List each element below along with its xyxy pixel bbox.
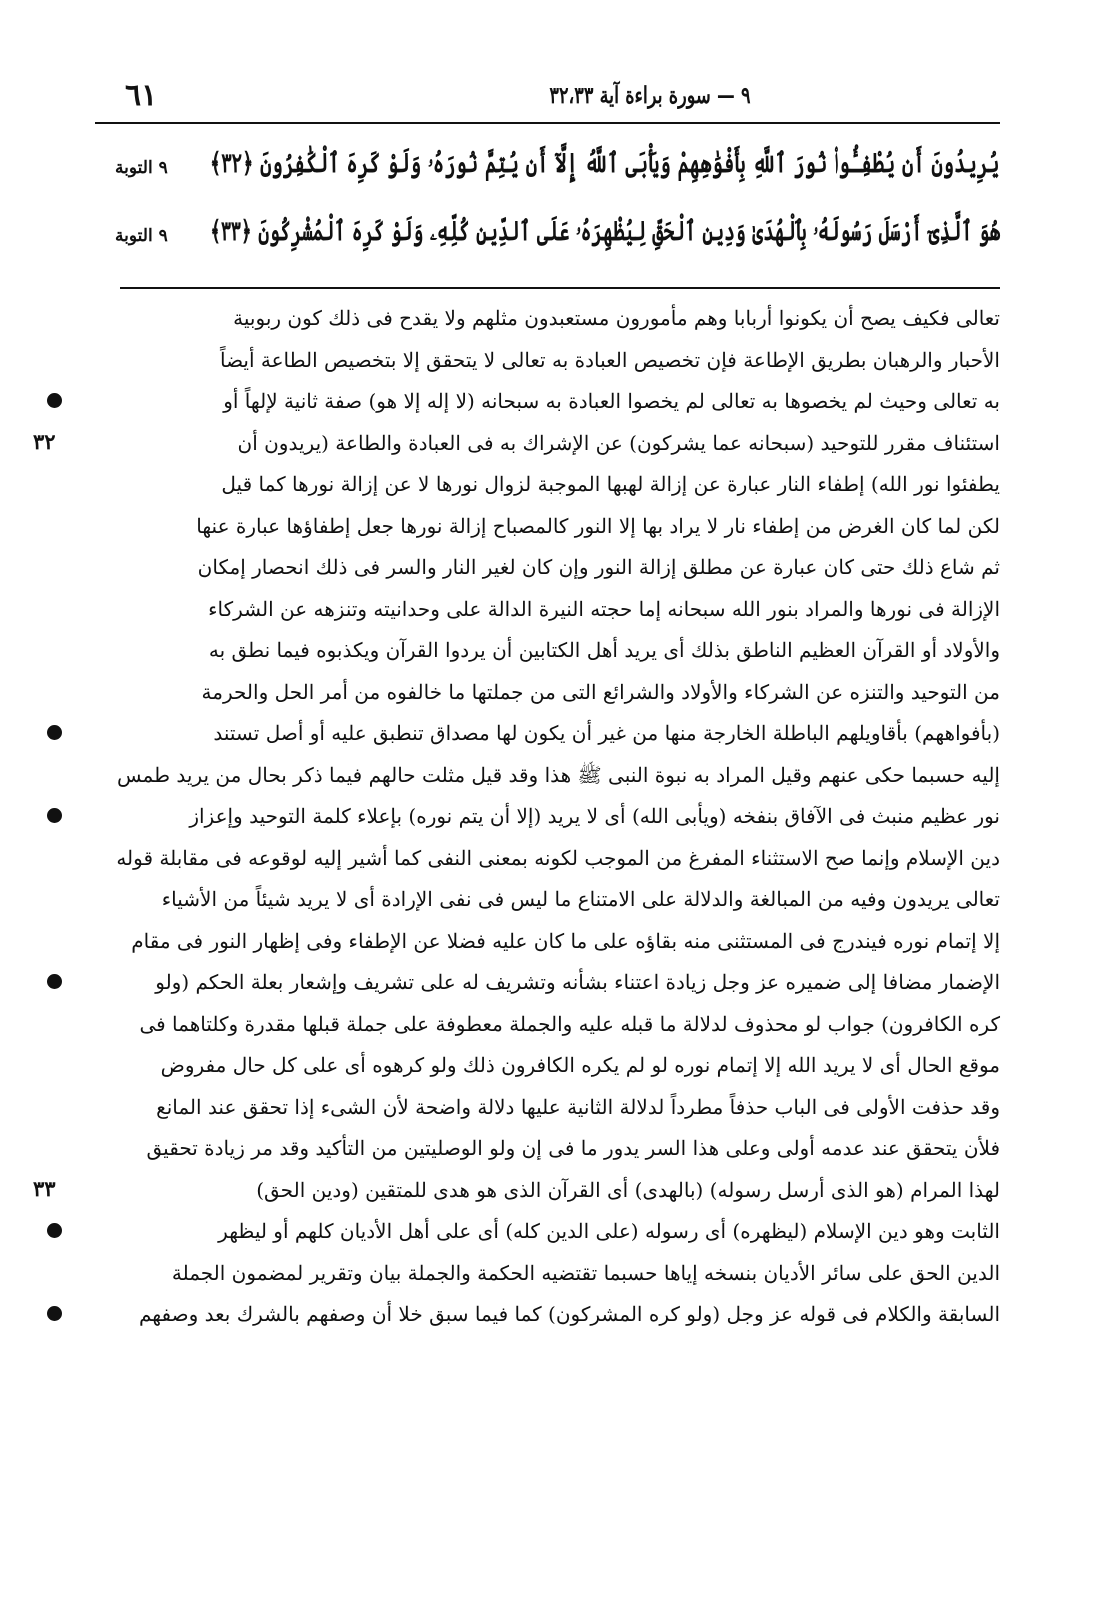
text-line <box>95 757 1000 799</box>
line-text: يطفئوا نور الله) إطفاء النار عبارة عن إزالة لهبها الموجبة لزوال نورها لا عن إزالة نورها كما قيل <box>221 472 1000 496</box>
text-line <box>95 840 1000 882</box>
line-text: دين الإسلام وإنما صح الاستثناء المفرغ من الموجب لكونه بمعنى النفى كما أشير إليه لوقوعه فى مقابلة قوله <box>116 845 1000 870</box>
line-text: موقع الحال أى لا يريد الله إلا إتمام نوره لو لم يكره الكافرون ذلك ولو كرهوه أى على كل حال مفروض <box>160 1053 1000 1077</box>
line-text: (بأفواههم) بأقاويلهم الباطلة الخارجة منها من غير أن يكون لها مصداق تنطبق عليه أو أصل تستند <box>213 721 1000 745</box>
text-line <box>33 425 1000 467</box>
line-text: استئناف مقرر للتوحيد (سبحانه عما يشركون) عن الإشراك به فى العبادة والطاعة (يريدون أن <box>237 430 1000 455</box>
verse-number-marker: ٣٢ <box>33 428 56 454</box>
line-text: إليه حسبما حكى عنهم وقيل المراد به نبوة النبى ﷺ هذا وقد قيل مثلت حالهم فيما ذكر بحال من يريد طمس <box>117 762 1000 787</box>
text-line <box>95 881 1000 923</box>
line-text: من التوحيد والتنزه عن الشركاء والأولاد والشرائع التى من جملتها ما خالفوه من أمر الحل والحرمة <box>201 679 1000 704</box>
bullet-marker-icon <box>47 725 62 740</box>
bullet-marker-icon <box>47 808 62 823</box>
line-text: تعالى يريدون وفيه من المبالغة والدلالة على الامتناع ما ليس فى نفى الإرادة أى لا يريد شيئاً من الأشياء <box>161 887 1000 911</box>
text-line <box>95 1255 1000 1297</box>
text-line <box>95 798 1000 840</box>
page-header <box>95 78 1000 118</box>
line-text: به تعالى وحيث لم يخصوها به تعالى لم يخصوا العبادة به سبحانه (لا إله إلا هو) صفة ثانية لإلهاً أو <box>223 389 1000 413</box>
text-line <box>95 923 1000 965</box>
line-text: لكن لما كان الغرض من إطفاء نار لا يراد بها إلا النور كالمصباح إزالة نورها جعل إطفاؤها عبارة عنها <box>196 513 1000 538</box>
text-line <box>95 1296 1000 1338</box>
text-line <box>95 300 1000 342</box>
text-line <box>95 1130 1000 1172</box>
line-text: لهذا المرام (هو الذى أرسل رسوله) (بالهدى) أى القرآن الذى هو هدى للمتقين (ودين الحق) <box>256 1177 1000 1202</box>
line-text: الإزالة فى نورها والمراد بنور الله سبحانه إما حجته النيرة الدالة على وحدانيته وتنزهه عن الشركاء <box>208 596 1000 621</box>
text-line <box>95 1047 1000 1089</box>
text-line <box>95 591 1000 633</box>
line-text: نور عظيم منبث فى الآفاق بنفخه (ويأبى الله) أى لا يريد (إلا أن يتم نوره) بإعلاء كلمة التوحيد وإعزاز <box>189 804 1000 828</box>
page-number: ٦١ <box>125 78 158 113</box>
line-text: والأولاد أو القرآن العظيم الناطق بذلك أى يريد أهل الكتابين أن يردوا القرآن ويكذبوه فيما نطق به <box>208 638 1000 662</box>
text-line <box>95 1213 1000 1255</box>
verse-text: هُوَ ٱلَّذِىٓ أَرْسَلَ رَسُولَهُۥ بِٱلْهُدَىٰ وَدِينِ ٱلْحَقِّ لِيُظْهِرَهُۥ عَلَى ٱلدِّينِ كُلِّهِۦ وَلَوْ كَرِهَ ٱلْمُشْرِكُونَ ﴿٣٣﴾ <box>209 216 1000 247</box>
running-title: ٩ — سورة براءة آية ٣٢،٣٣ <box>549 82 751 109</box>
text-line <box>95 342 1000 384</box>
line-text: فلأن يتحقق عند عدمه أولى وعلى هذا السر يدور ما فى إن ولو الوصليتين من التأكيد وقد مر زيادة تحقيق <box>146 1136 1000 1160</box>
line-text: ثم شاع ذلك حتى كان عبارة عن مطلق إزالة النور وإن كان لغير النار والسر فى ذلك انحصار إمكان <box>197 555 1000 579</box>
bullet-marker-icon <box>47 974 62 989</box>
text-line <box>95 466 1000 508</box>
bullet-marker-icon <box>47 1306 62 1321</box>
text-line <box>95 964 1000 1006</box>
text-line <box>95 1006 1000 1048</box>
line-text: الأحبار والرهبان بطريق الإطاعة فإن تخصيص العبادة به تعالى لا يتحقق إلا بتخصيص الطاعة أيضاً <box>219 347 1000 372</box>
text-line <box>95 383 1000 425</box>
text-line <box>95 549 1000 591</box>
line-text: إلا إتمام نوره فيندرج فى المستثنى منه بقاؤه على ما كان عليه فضلا عن الإطفاء وفى إظهار النور فى مقام <box>131 928 1000 953</box>
verse-32 <box>115 140 1000 208</box>
verse-reference: ٩ التوبة <box>115 226 168 246</box>
line-text: السابقة والكلام فى قوله عز وجل (ولو كره المشركون) كما فيما سبق خلا أن وصفهم بالشرك بعد وصفهم <box>138 1302 1000 1326</box>
text-line <box>95 1089 1000 1131</box>
text-line <box>95 508 1000 550</box>
bullet-marker-icon <box>47 393 62 408</box>
text-line <box>95 632 1000 674</box>
verse-number-marker: ٣٣ <box>33 1175 56 1201</box>
header-rule <box>95 122 1000 124</box>
quran-verses <box>115 140 1000 276</box>
text-line <box>95 715 1000 757</box>
verse-reference: ٩ التوبة <box>115 158 168 178</box>
verse-text: يُرِيدُونَ أَن يُطْفِـُٔوا۟ نُورَ ٱللَّهِ بِأَفْوَٰهِهِمْ وَيَأْبَى ٱللَّهُ إِلَّآ أَن يُتِمَّ نُورَهُۥ وَلَوْ كَرِهَ ٱلْكَٰفِرُونَ ﴿٣٢﴾ <box>210 148 1000 179</box>
commentary-text <box>33 300 1000 1338</box>
verses-rule <box>120 287 1000 289</box>
verse-33 <box>115 208 1000 276</box>
bullet-marker-icon <box>47 1223 62 1238</box>
text-line <box>33 1172 1000 1214</box>
line-text: وقد حذفت الأولى فى الباب حذفاً مطرداً لدلالة الثانية عليها دلالة واضحة لأن الشىء إذا تحقق عند المانع <box>156 1094 1000 1119</box>
line-text: الثابت وهو دين الإسلام (ليظهره) أى رسوله (على الدين كله) أى على أهل الأديان كلهم أو ليظهر <box>218 1219 1000 1243</box>
line-text: الدين الحق على سائر الأديان بنسخه إياها حسبما تقتضيه الحكمة والجملة بيان وتقرير لمضمون الجملة <box>171 1260 1000 1285</box>
line-text: كره الكافرون) جواب لو محذوف لدلالة ما قبله عليه والجملة معطوفة على جملة قبلها مقدرة وكلتاهما فى <box>139 1011 1000 1036</box>
line-text: الإضمار مضافا إلى ضميره عز وجل زيادة اعتناء بشأنه وتشريف له على تشريف وإشعار بعلة الحكم (ولو <box>155 970 1000 994</box>
line-text: تعالى فكيف يصح أن يكونوا أربابا وهم مأمورون مستعبدون مثلهم ولا يقدح فى ذلك كون ربوبية <box>233 306 1000 330</box>
text-line <box>95 674 1000 716</box>
